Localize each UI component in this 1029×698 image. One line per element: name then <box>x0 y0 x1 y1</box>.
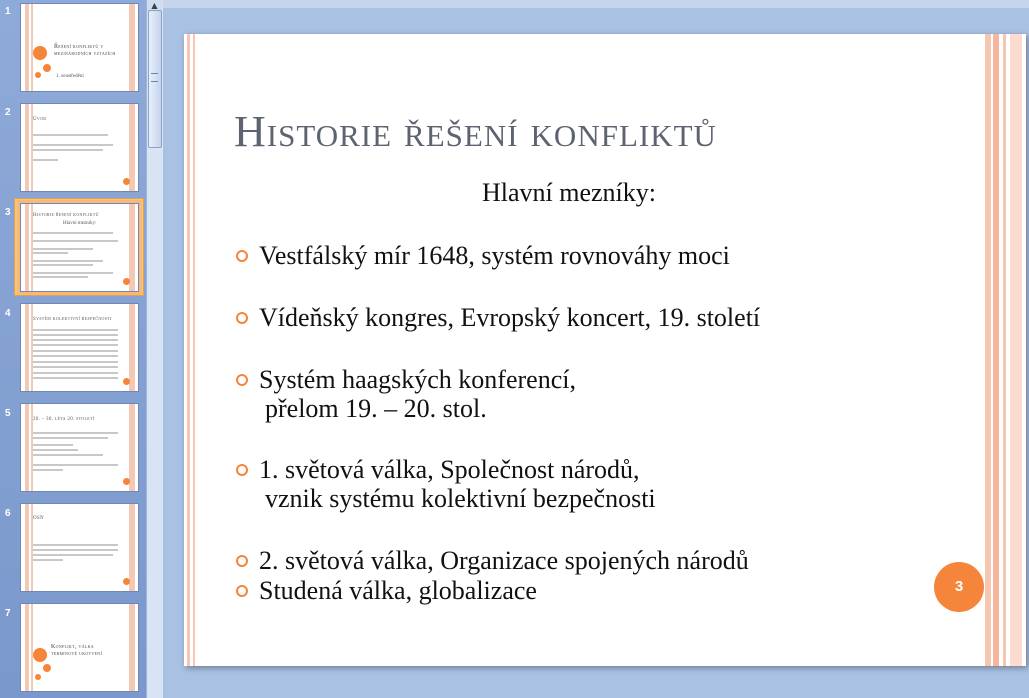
thumb-number: 5 <box>5 408 11 419</box>
thumb-title: Konflikt, válka terminové ukotvení <box>51 644 103 657</box>
bullet-circle-icon <box>236 312 248 324</box>
bullet-circle-icon <box>236 585 248 597</box>
thumb-number: 2 <box>5 107 11 118</box>
slide-thumbnail-7[interactable] <box>20 603 139 692</box>
slide-thumbnail-pane <box>0 0 146 698</box>
thumb-number: 7 <box>5 608 11 619</box>
slide-subtitle[interactable]: Hlavní mezníky: <box>481 178 656 207</box>
slide-number-badge: 3 <box>934 562 984 612</box>
thumb-subtitle: Hlavní mezníky: <box>63 221 97 226</box>
thumb-title: Řešení konfliktů v mezinárodních vztazích <box>54 44 116 57</box>
slide-canvas[interactable] <box>184 34 1026 666</box>
top-bar <box>162 0 1029 8</box>
slide-thumbnail-3[interactable] <box>20 203 139 292</box>
slide-thumbnail-4[interactable] <box>20 303 139 392</box>
bullet-text: 2. světová válka, Organizace spojených národů <box>259 546 749 575</box>
thumb-title: 20. – 30. léta 20. století <box>33 417 95 422</box>
bullet-circle-icon <box>236 555 248 567</box>
bullet-text-continuation: přelom 19. – 20. stol. <box>265 394 487 423</box>
bullet-text: 1. světová válka, Společnost národů, <box>259 455 640 484</box>
scroll-up-arrow-icon[interactable]: ▲ <box>147 0 162 12</box>
slide-thumbnail-5[interactable] <box>20 403 139 492</box>
bullet-text: Studená válka, globalizace <box>259 576 537 605</box>
thumb-title: Historie řešení konfliktů <box>33 213 99 218</box>
bullet-text: Vestfálský mír 1648, systém rovnováhy moci <box>259 241 730 270</box>
thumb-title: Systém kolektivní bezpečnosti <box>33 317 112 322</box>
thumb-title: OSN <box>33 516 44 521</box>
thumb-number: 3 <box>5 207 11 218</box>
bullet-text: Vídeňský kongres, Evropský koncert, 19. století <box>259 303 761 332</box>
thumb-number: 6 <box>5 508 11 519</box>
thumb-number: 4 <box>5 308 11 319</box>
slide-thumbnail-1[interactable] <box>20 3 139 92</box>
thumb-number: 1 <box>5 6 11 17</box>
bullet-text: Systém haagských konferencí, <box>259 365 576 394</box>
bullet-circle-icon <box>236 374 248 386</box>
bullet-text-continuation: vznik systému kolektivní bezpečnosti <box>265 484 656 513</box>
slide-title[interactable]: Historie řešení konfliktů <box>234 107 717 156</box>
thumb-title: Úvod <box>33 117 47 122</box>
thumb-subtitle: 1. soustředění <box>56 74 84 79</box>
grip-icon <box>151 73 158 82</box>
bullet-circle-icon <box>236 464 248 476</box>
slide-thumbnail-2[interactable] <box>20 103 139 192</box>
bullet-circle-icon <box>236 250 248 262</box>
slide-thumbnail-6[interactable] <box>20 503 139 592</box>
